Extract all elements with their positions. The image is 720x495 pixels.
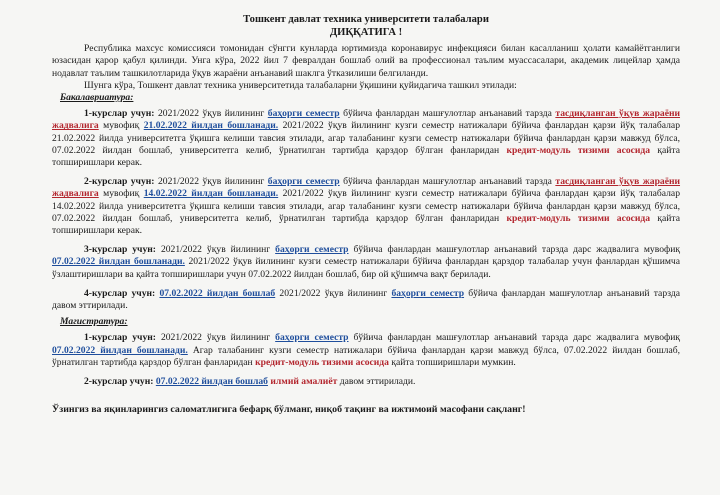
highlight-schedule: тасдиқланган ўқув жараёни жадвалига bbox=[52, 176, 681, 200]
paragraph-bachelor-1: 1-курслар учун: 2021/2022 ўқув йилининг баҳорги семестр бўйича фанлардан машғулотлар анъанавий тарзда тасдиқланган ўқув жараёни жадвалига мувофиқ 21.02.2022 йилдан бошланади. 2021/2022 ўқув йилининг кузги семестр натижалари бўйича фанлардан қарзи йўқ талабалар 21.02.2022 йилда университетга ўқишга келиши тавсия этилади, агар талабанинг кузги семестр натижалари бўйича фанлардан қарзи мавжуд бўлса, 07.02.2022 йилдан бошлаб, университетга келиб, ўрнатилган тартибда қарздор бўлган фанларидан кредит-модуль тизими асосида қайта топширишлари керак. bbox=[52, 108, 681, 169]
highlight-date: 21.02.2022 йилдан бошланади. bbox=[143, 120, 279, 132]
highlight-date: 07.02.2022 йилдан бошланади. bbox=[52, 344, 188, 356]
highlight-date: 07.02.2022 йилдан бошлаб bbox=[155, 376, 268, 388]
highlight-credit-system: кредит-модуль тизими асосида bbox=[506, 144, 651, 156]
highlight-semester: баҳорги семестр bbox=[267, 108, 340, 120]
paragraph-bachelor-2: 2-курслар учун: 2021/2022 ўқув йилининг баҳорги семестр бўйича фанлардан машғулотлар анъанавий тарзда тасдиқланган ўқув жараёни жадвалига мувофиқ 14.02.2022 йилдан бошланади. 2021/2022 ўқув йилининг кузги семестр натижалари бўйича фанлардан қарзи йўқ талабалар 14.02.2022 йилда университетга ўқишга келиши тавсия этилади, агар талабанинг кузги семестр натижалари бўйича фанлардан қарзи мавжуд бўлса, 07.02.2022 йилдан бошлаб, университетга келиб, ўрнатилган тартибда қарздор бўлган фанларидан кредит-модуль тизими асосида қайта топширишлари керак. bbox=[52, 176, 681, 237]
course-label: 3-курслар учун: bbox=[84, 244, 156, 256]
highlight-schedule: тасдиқланган ўқув жараёни жадвалига bbox=[52, 108, 681, 132]
course-label: 1-курслар учун: bbox=[84, 108, 155, 120]
paragraph-bachelor-3: 3-курслар учун: 2021/2022 ўқув йилининг баҳорги семестр бўйича фанлардан машғулотлар анъанавий тарзда дарс жадвалига мувофиқ 07.02.2022 йилдан бошланади. 2021/2022 ўқув йилининг кузги семестр натижалари бўйича фанлардан қарздор талабалар учун фанлардан қўшимча ўзлаштиришлари ва қайта топширишлари учун 07.02.2022 йилдан бошлаб, бир ой қўшимча вақт берилади. bbox=[52, 244, 681, 280]
paragraph-bachelor-4: 4-курслар учун: 07.02.2022 йилдан бошлаб 2021/2022 ўқув йилининг баҳорги семестр бўйича фанлардан машғулотлар анъанавий тарзда давом эттирилади. bbox=[52, 287, 680, 312]
highlight-credit-system: кредит-модуль тизими асосида bbox=[506, 212, 651, 224]
highlight-research-practice: илмий амалиёт bbox=[270, 376, 338, 388]
notice-title: Тошкент давлат техника университети талабалари bbox=[243, 14, 489, 25]
section-heading-bachelor: Бакалавриатура: bbox=[60, 92, 134, 103]
intro-paragraph: Республика махсус комиссияси томонидан сўнгги кунларда юртимизда коронавирус инфекцияси билан касалланиш ҳолати камайётганлиги юзасидан қарор қабул қилинди. Унга кўра, 2022 йил 7 февралдан бошлаб олий ва профессионал таълим муассасалари, академик лицейлар ҳамда нодавлат таълим ташкилотларида ўқув жараёни анъанавий шаклга ўтказилиши белгиланди. bbox=[52, 43, 680, 79]
highlight-date: 07.02.2022 йилдан бошлаб bbox=[159, 287, 276, 299]
highlight-date: 14.02.2022 йилдан бошланади. bbox=[143, 188, 279, 200]
highlight-date: 07.02.2022 йилдан бошланади. bbox=[52, 256, 185, 268]
highlight-semester: баҳорги семестр bbox=[275, 332, 349, 344]
course-label: 1-курслар учун: bbox=[84, 332, 156, 344]
highlight-semester: баҳорги семестр bbox=[267, 176, 340, 188]
intro-paragraph-2: Шунга кўра, Тошкент давлат техника университетида талабаларни ўқишини қуйидагича ташкил этилади: bbox=[84, 79, 517, 91]
paragraph-master-2: 2-курслар учун: 07.02.2022 йилдан бошлаб илмий амалиёт давом эттирилади. bbox=[84, 376, 416, 388]
highlight-semester: баҳорги семестр bbox=[275, 244, 349, 256]
paragraph-master-1: 1-курслар учун: 2021/2022 ўқув йилининг баҳорги семестр бўйича фанлардан машғулотлар анъанавий тарзда дарс жадвалига мувофиқ 07.02.2022 йилдан бошланади. Агар талабанинг кузги семестр натижалари бўйича фанлардан қарзи мавжуд бўлса, 07.02.2022 йилдан бошлаб, ўрнатилган тартибда қарздор бўлган фанларидан кредит-модуль тизими асосида қайта топширишлари мумкин. bbox=[52, 332, 681, 368]
course-label: 2-курслар учун: bbox=[84, 376, 154, 388]
section-heading-master: Магистратура: bbox=[60, 316, 128, 328]
highlight-credit-system: кредит-модуль тизими асосида bbox=[255, 356, 389, 368]
course-label: 2-курслар учун: bbox=[84, 176, 155, 188]
notice-subtitle: ДИҚҚАТИГА ! bbox=[329, 26, 403, 38]
course-label: 4-курслар учун: bbox=[84, 287, 156, 299]
highlight-semester: баҳорги семестр bbox=[391, 287, 465, 299]
closing-message: Ўзингиз ва яқинларингиз саломатлигига бефарқ бўлманг, ниқоб тақинг ва ижтимоий масофани сақланг! bbox=[52, 404, 526, 416]
